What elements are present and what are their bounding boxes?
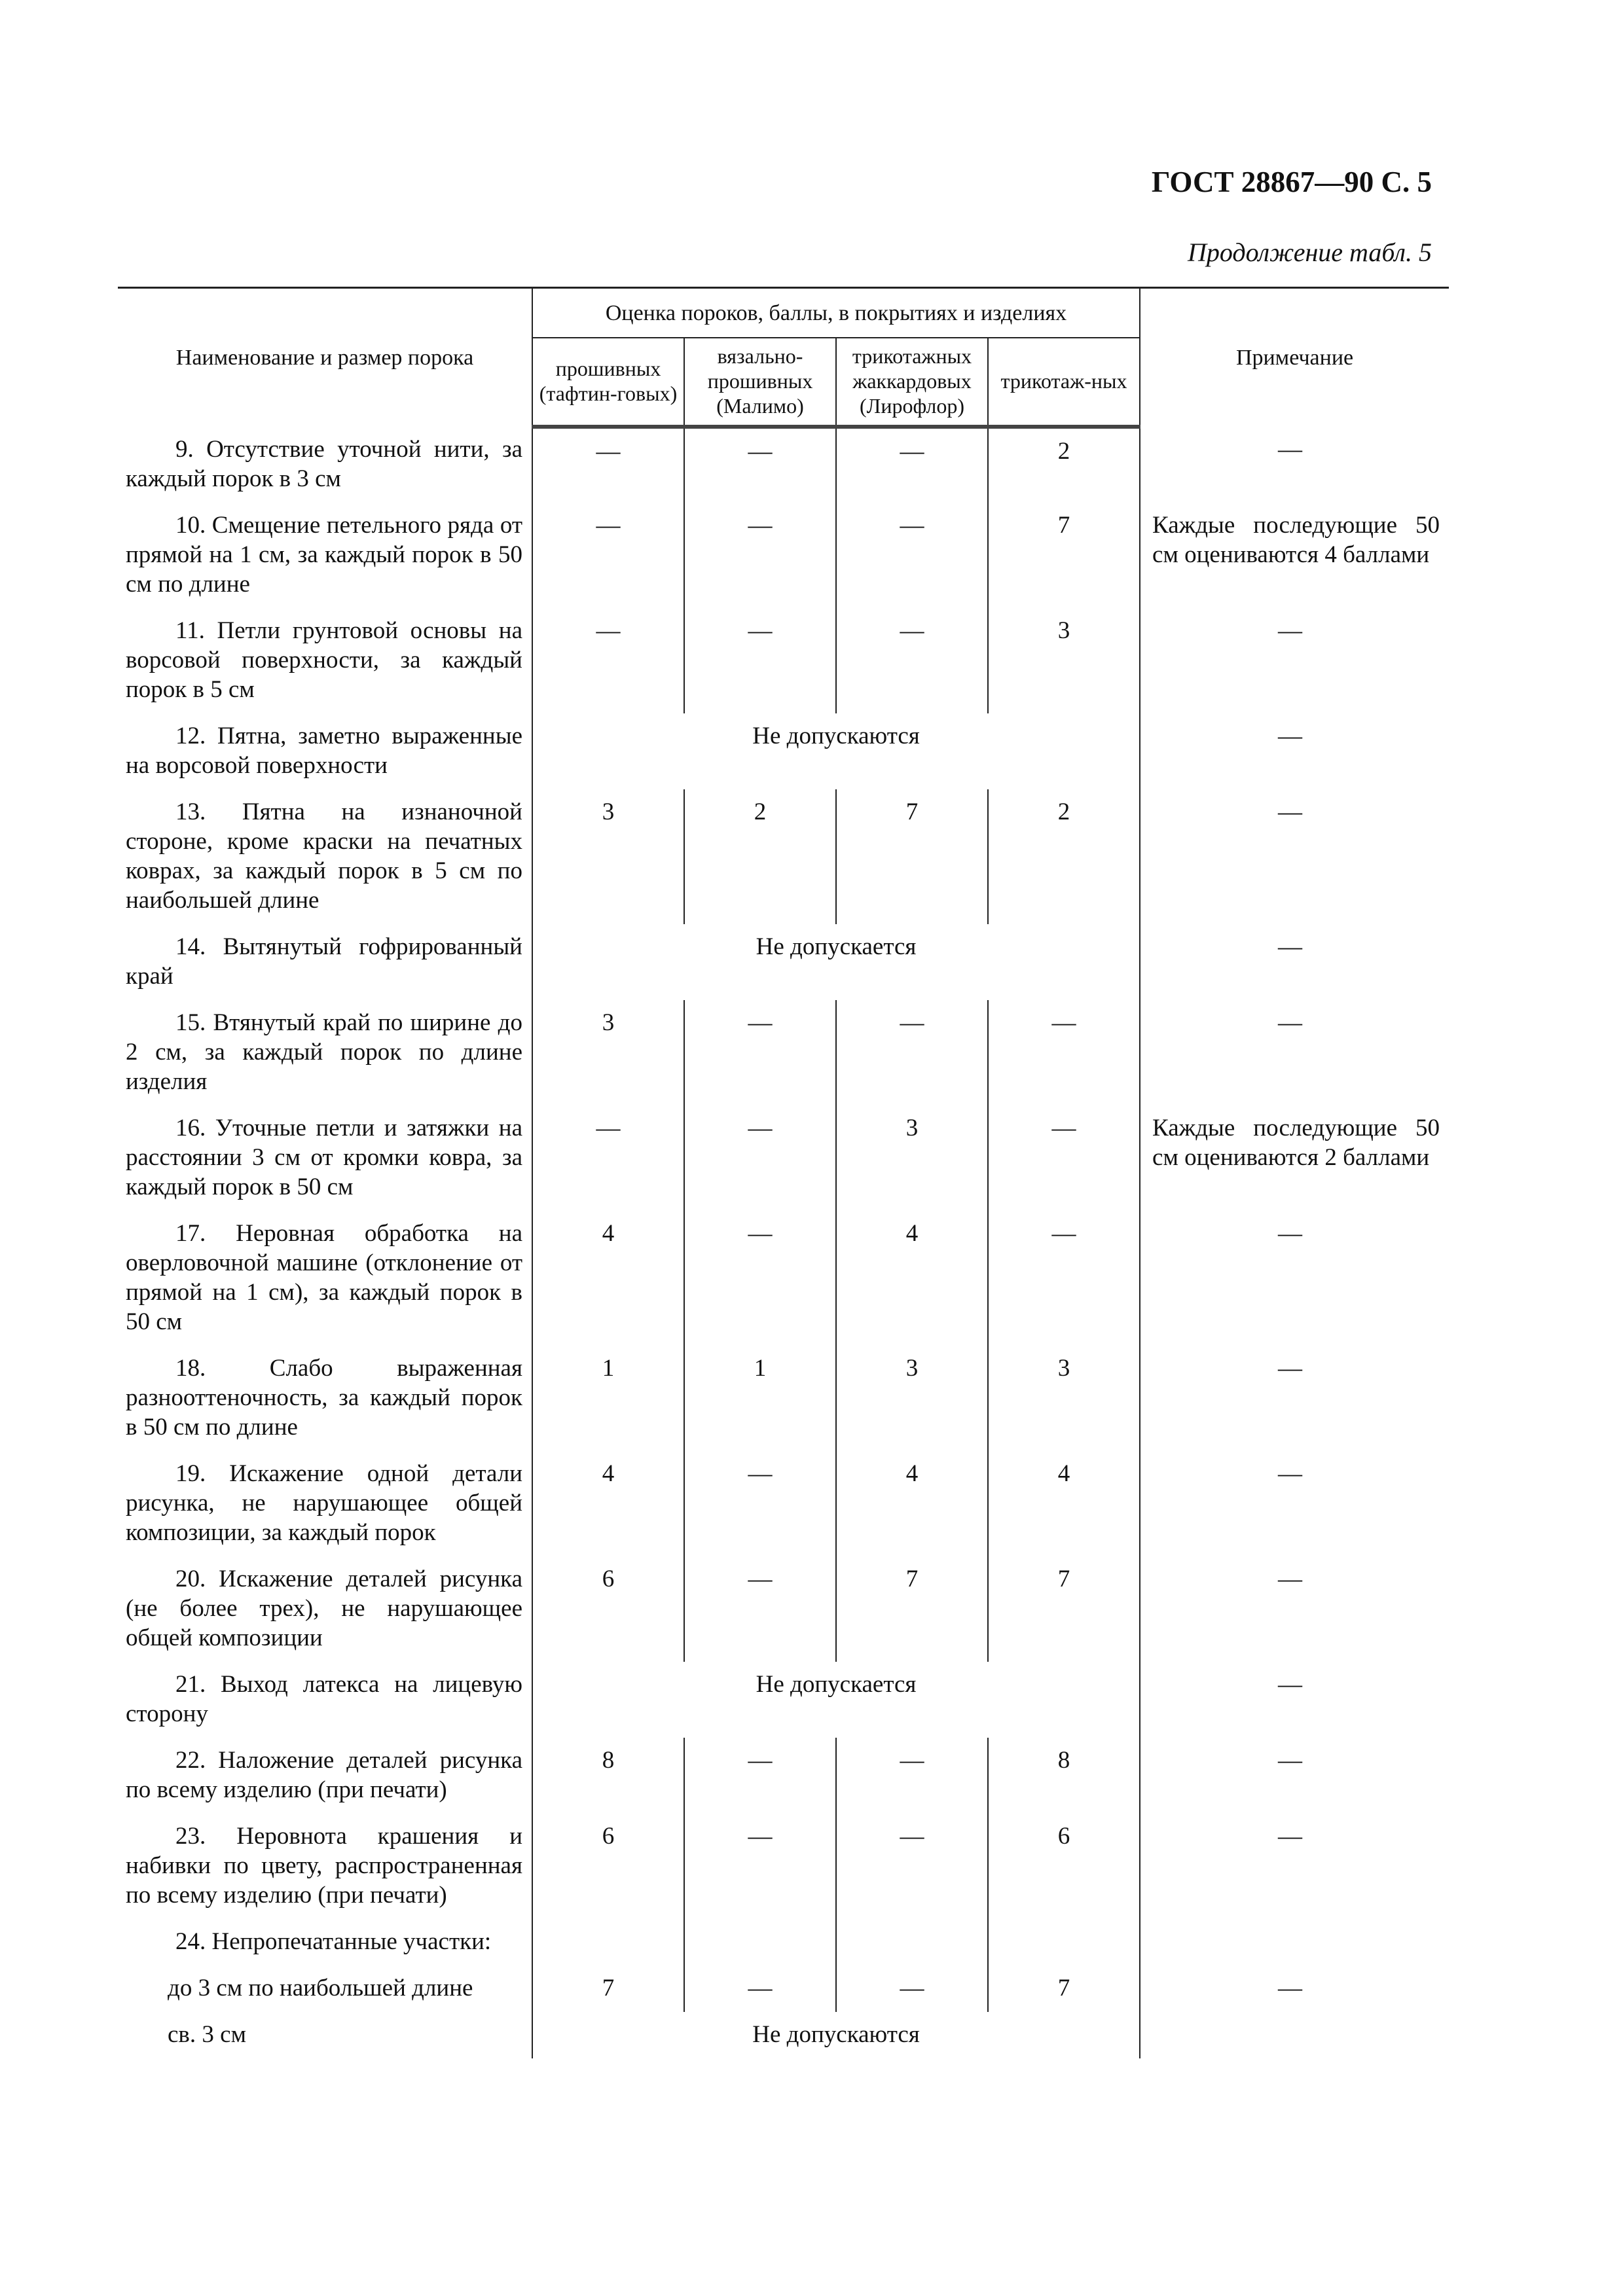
score-cell: —: [684, 1000, 836, 1105]
empty-cell: [988, 1919, 1140, 1965]
score-cell: 7: [532, 1965, 684, 2012]
merged-score: Не допускаются: [532, 713, 1140, 789]
defect-name: 16. Уточные петли и затяжки на расстоянии 3 см от кромки ковра, за каждый порок в 50 см: [126, 1115, 522, 1200]
score-cell: 7: [988, 503, 1140, 608]
note-cell: —: [1140, 1965, 1449, 2012]
note-cell: —: [1140, 1451, 1449, 1556]
score-cell: 1: [532, 1346, 684, 1451]
score-cell: 3: [532, 789, 684, 924]
score-cell: —: [684, 1738, 836, 1814]
note-cell: [1140, 2012, 1449, 2058]
score-cell: —: [532, 503, 684, 608]
table-row: [118, 1814, 1449, 1919]
merged-score: Не допускается: [532, 1662, 1140, 1738]
score-cell: 2: [684, 789, 836, 924]
table-row: [118, 1105, 1449, 1211]
table-body: [118, 427, 1449, 2058]
score-cell: 6: [532, 1556, 684, 1662]
score-cell: —: [532, 427, 684, 503]
defects-table: [118, 287, 1449, 2058]
score-cell: 2: [988, 789, 1140, 924]
score-cell: —: [684, 1965, 836, 2012]
score-cell: 8: [532, 1738, 684, 1814]
table-row: [118, 2012, 1449, 2058]
score-cell: 4: [988, 1451, 1140, 1556]
score-cell: 7: [988, 1965, 1140, 2012]
score-cell: 7: [988, 1556, 1140, 1662]
defect-name: 18. Слабо выраженная разнооттеночность, за каждый порок в 50 см по длине: [126, 1355, 522, 1441]
score-cell: —: [532, 1105, 684, 1211]
empty-cell: [532, 1919, 684, 1965]
score-cell: —: [684, 1814, 836, 1919]
defect-name: 21. Выход латекса на лицевую сторону: [126, 1671, 522, 1727]
score-cell: —: [532, 608, 684, 713]
column-header-group: Оценка пороков, баллы, в покрытиях и изделиях: [532, 288, 1140, 338]
score-cell: —: [836, 1965, 988, 2012]
score-cell: —: [684, 427, 836, 503]
column-header-malimo: вязально-прошивных (Малимо): [684, 338, 836, 427]
note-cell: —: [1140, 1738, 1449, 1814]
table-row: [118, 1211, 1449, 1346]
score-cell: 2: [988, 427, 1140, 503]
note-cell: [1140, 1919, 1449, 1965]
score-cell: 1: [684, 1346, 836, 1451]
score-cell: —: [684, 1556, 836, 1662]
defect-name: св. 3 см: [168, 2021, 246, 2048]
merged-score: Не допускается: [532, 924, 1140, 1000]
table-row: [118, 1000, 1449, 1105]
table-row: [118, 924, 1449, 1000]
defect-name: 20. Искажение деталей рисунка (не более трех), не нарушающее общей композиции: [126, 1566, 522, 1651]
score-cell: 6: [988, 1814, 1140, 1919]
defect-name: 10. Смещение петельного ряда от прямой на 1 см, за каждый порок в 50 см по длине: [126, 512, 522, 598]
table-row: [118, 1556, 1449, 1662]
score-cell: 4: [836, 1451, 988, 1556]
defect-name: 9. Отсутствие уточной нити, за каждый порок в 3 см: [126, 436, 522, 492]
note-cell: —: [1140, 1211, 1449, 1346]
defect-name: до 3 см по наибольшей длине: [168, 1975, 473, 2001]
score-cell: —: [836, 1814, 988, 1919]
note-cell: —: [1140, 1556, 1449, 1662]
score-cell: —: [684, 503, 836, 608]
column-header-note: Примечание: [1140, 288, 1449, 427]
table-continuation: Продолжение табл. 5: [1187, 238, 1432, 267]
score-cell: —: [684, 1211, 836, 1346]
defect-name: 11. Петли грунтовой основы на ворсовой поверхности, за каждый порок в 5 см: [126, 617, 522, 703]
score-cell: 4: [532, 1451, 684, 1556]
table-row: [118, 1919, 1449, 1965]
table-row: [118, 1451, 1449, 1556]
empty-cell: [684, 1919, 836, 1965]
score-cell: 3: [532, 1000, 684, 1105]
defect-name: 12. Пятна, заметно выраженные на ворсовой поверхности: [126, 723, 522, 779]
table-row: [118, 1662, 1449, 1738]
page-header: ГОСТ 28867—90 С. 5: [1151, 166, 1432, 198]
table-row: [118, 608, 1449, 713]
note-cell: —: [1140, 1346, 1449, 1451]
table-row: [118, 1965, 1449, 2012]
column-header-lyroflor: трикотажных жаккардовых (Лирофлор): [836, 338, 988, 427]
score-cell: 4: [836, 1211, 988, 1346]
note-cell: —: [1140, 789, 1449, 924]
note-cell: —: [1140, 1000, 1449, 1105]
score-cell: 7: [836, 789, 988, 924]
score-cell: —: [836, 1738, 988, 1814]
defect-name: 17. Неровная обработка на оверловочной машине (отклонение от прямой на 1 см), за каждый порок в 50 см: [126, 1220, 522, 1335]
defect-name: 24. Непропечатанные участки:: [175, 1928, 492, 1955]
table-row: [118, 713, 1449, 789]
defect-name: 19. Искажение одной детали рисунка, не нарушающее общей композиции, за каждый порок: [126, 1460, 522, 1546]
score-cell: —: [988, 1105, 1140, 1211]
score-cell: 3: [988, 1346, 1140, 1451]
merged-score: Не допускаются: [532, 2012, 1140, 2058]
score-cell: 3: [836, 1105, 988, 1211]
table-row: [118, 789, 1449, 924]
column-header-tufted: прошивных (тафтин-говых): [532, 338, 684, 427]
note-cell: Каждые последующие 50 см оцениваются 4 баллами: [1140, 503, 1449, 608]
note-cell: —: [1140, 608, 1449, 713]
note-cell: —: [1140, 1814, 1449, 1919]
score-cell: —: [836, 503, 988, 608]
score-cell: —: [684, 1105, 836, 1211]
score-cell: —: [836, 608, 988, 713]
score-cell: —: [836, 1000, 988, 1105]
table-row: [118, 1738, 1449, 1814]
score-cell: —: [684, 1451, 836, 1556]
defect-name: 15. Втянутый край по ширине до 2 см, за каждый порок по длине изделия: [126, 1009, 522, 1095]
note-cell: —: [1140, 1662, 1449, 1738]
note-cell: —: [1140, 427, 1449, 503]
empty-cell: [836, 1919, 988, 1965]
note-cell: —: [1140, 713, 1449, 789]
table-row: [118, 503, 1449, 608]
score-cell: —: [988, 1211, 1140, 1346]
score-cell: —: [836, 427, 988, 503]
note-cell: —: [1140, 924, 1449, 1000]
defect-name: 22. Наложение деталей рисунка по всему изделию (при печати): [126, 1747, 522, 1803]
score-cell: 7: [836, 1556, 988, 1662]
column-header-knitted: трикотаж-ных: [988, 338, 1140, 427]
score-cell: —: [684, 608, 836, 713]
defect-name: 13. Пятна на изнаночной стороне, кроме краски на печатных коврах, за каждый порок в 5 см по наибольшей длине: [126, 798, 522, 914]
score-cell: 8: [988, 1738, 1140, 1814]
score-cell: 3: [836, 1346, 988, 1451]
column-header-name: Наименование и размер порока: [118, 288, 532, 427]
defect-name: 14. Вытянутый гофрированный край: [126, 933, 522, 990]
defect-name: 23. Неровнота крашения и набивки по цвету, распространенная по всему изделию (при печати): [126, 1823, 522, 1909]
score-cell: 3: [988, 608, 1140, 713]
note-cell: Каждые последующие 50 см оцениваются 2 баллами: [1140, 1105, 1449, 1211]
table-row: [118, 1346, 1449, 1451]
table-row: [118, 427, 1449, 503]
score-cell: —: [988, 1000, 1140, 1105]
score-cell: 6: [532, 1814, 684, 1919]
score-cell: 4: [532, 1211, 684, 1346]
